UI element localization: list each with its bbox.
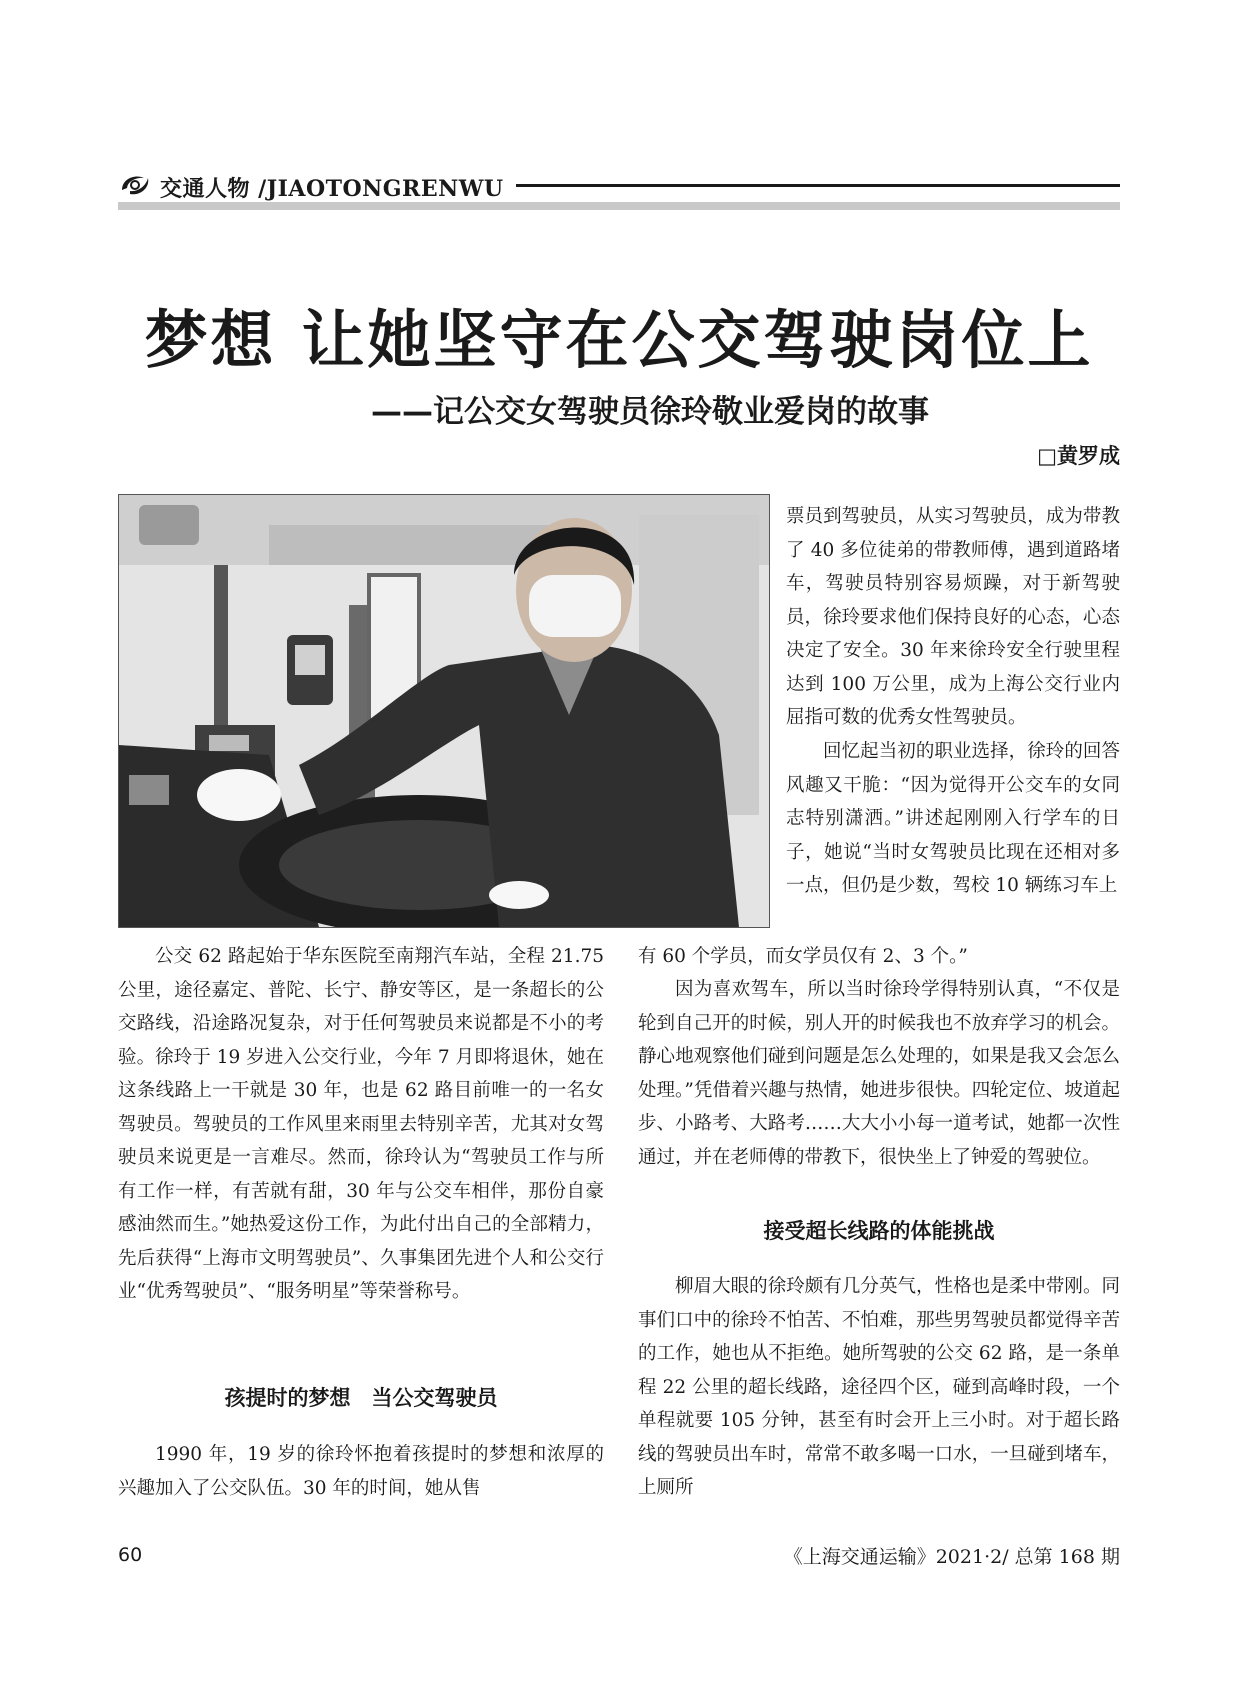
article-subtitle: ——记公交女驾驶员徐玲敬业爱岗的故事 — [371, 394, 929, 430]
right-paragraph-1: 票员到驾驶员，从实习驾驶员，成为带教了 40 多位徒弟的带教师傅，遇到道路堵车，驾驶员特别容易烦躁，对于新驾驶员，徐玲要求他们保持良好的心态，心态决定了安全。30 年来徐玲安全行驶里程达到 100 万公里，成为上海公交行业内屈指可数的优秀女性驾驶员。 — [786, 506, 1120, 728]
right-paragraph-3: 有 60 个学员，而女学员仅有 2、3 个。” — [638, 946, 968, 967]
magazine-issue: 《上海交通运输》2021·2/ 总第 168 期 — [783, 1546, 1120, 1568]
section-heading-childhood-dream: 孩提时的梦想 当公交驾驶员 — [224, 1386, 498, 1410]
header-rule — [516, 184, 1120, 187]
photo-illustration — [119, 495, 769, 927]
article-byline: □黄罗成 — [1037, 444, 1120, 468]
section-heading-physical-challenge: 接受超长线路的体能挑战 — [763, 1219, 995, 1243]
section-header — [118, 170, 1120, 210]
right-paragraph-2: 回忆起当初的职业选择，徐玲的回答风趣又干脆：“因为觉得开公交车的女同志特别潇洒。”讲述起刚刚入行学车的日子，她说“当时女驾驶员比现在还相对多一点，但仍是少数，驾校 10 辆练习车上 — [786, 741, 1120, 896]
section-title: 交通人物 /JIAOTONGRENWU — [160, 176, 504, 202]
page-number: 60 — [118, 1544, 143, 1566]
driver-photo — [118, 494, 770, 928]
left-paragraph-1: 公交 62 路起始于华东医院至南翔汽车站，全程 21.75 公里，途径嘉定、普陀、长宁、静安等区，是一条超长的公交路线，沿途路况复杂，对于任何驾驶员来说都是不小的考验。徐玲于 19 岁进入公交行业，今年 7 月即将退休，她在这条线路上一干就是 30 年，也是 62 路目前唯一的一名女驾驶员。驾驶员的工作风里来雨里去特别辛苦，尤其对女驾驶员来说更是一言难尽。然而，徐玲认为“驾驶员工作与所有工作一样，有苦就有甜，30 年与公交车相伴，那份自豪感油然而生。”她热爱这份工作，为此付出自己的全部精力，先后获得“上海市文明驾驶员”、久事集团先进个人和公交行业“优秀驾驶员”、“服务明星”等荣誉称号。 — [118, 946, 604, 1302]
magazine-logo-icon — [118, 172, 152, 198]
right-paragraph-5: 柳眉大眼的徐玲颇有几分英气，性格也是柔中带刚。同事们口中的徐玲不怕苦、不怕难，那些男驾驶员都觉得辛苦的工作，她也从不拒绝。她所驾驶的公交 62 路，是一条单程 22 公里的超长线路，途径四个区，碰到高峰时段，一个单程就要 105 分钟，甚至有时会开上三小时。对于超长路线的驾驶员出车时，常常不敢多喝一口水，一旦碰到堵车，上厕所 — [638, 1276, 1120, 1498]
header-band — [118, 202, 1120, 210]
article-title: 梦想 让她坚守在公交驾驶岗位上 — [144, 303, 1094, 377]
right-paragraph-4: 因为喜欢驾车，所以当时徐玲学得特别认真，“不仅是轮到自己开的时候，别人开的时候我也不放弃学习的机会。静心地观察他们碰到问题是怎么处理的，如果是我又会怎么处理。”凭借着兴趣与热情，她进步很快。四轮定位、坡道起步、小路考、大路考……大大小小每一道考试，她都一次性通过，并在老师傅的带教下，很快坐上了钟爱的驾驶位。 — [638, 979, 1120, 1168]
left-paragraph-2: 1990 年，19 岁的徐玲怀抱着孩提时的梦想和浓厚的兴趣加入了公交队伍。30 年的时间，她从售 — [118, 1444, 604, 1499]
